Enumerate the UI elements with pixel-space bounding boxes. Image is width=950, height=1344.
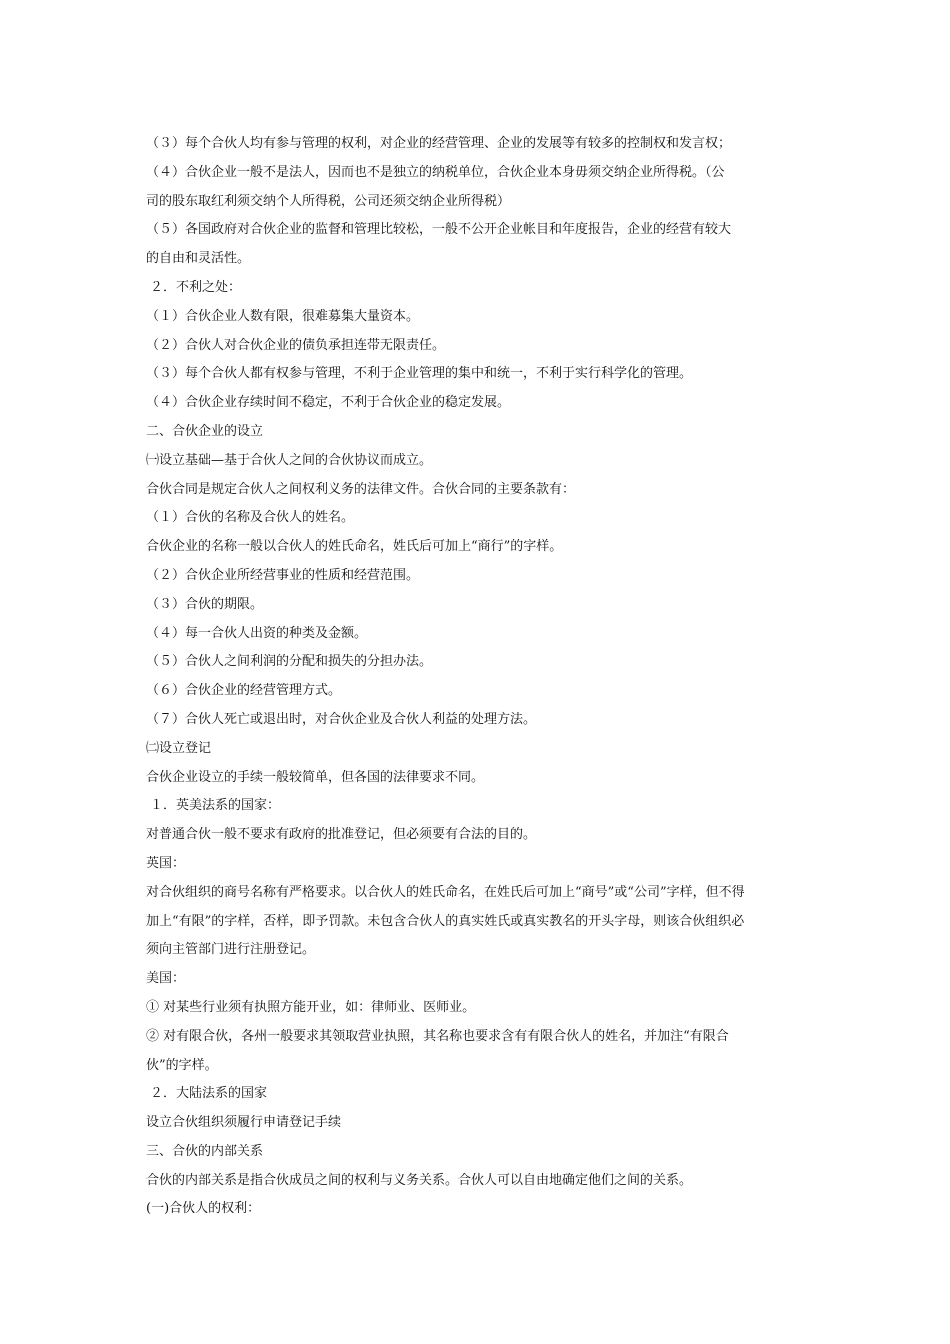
text-line: 司的股东取红利须交纳个人所得税，公司还须交纳企业所得税） — [146, 193, 511, 209]
text-line: （３）每个合伙人均有参与管理的权利，对企业的经营管理、企业的发展等有较多的控制权和发言权； — [146, 136, 732, 151]
text-line: 设立合伙组织须履行申请登记手续 — [146, 1115, 342, 1131]
text-line: （４）每一合伙人出资的种类及金额。 — [146, 625, 368, 641]
section-heading: 三、合伙的内部关系 — [146, 1143, 264, 1159]
text-line: （７）合伙人死亡或退出时，对合伙企业及合伙人利益的处理方法。 — [146, 711, 537, 727]
text-line: 对普通合伙一般不要求有政府的批准登记，但必须要有合法的目的。 — [146, 827, 537, 843]
text-line: ① 对某些行业须有执照方能开业，如：律师业、医师业。 — [146, 999, 476, 1015]
text-line: 合伙的内部关系是指合伙成员之间的权利与义务关系。合伙人可以自由地确定他们之间的关系。 — [146, 1172, 693, 1188]
text-line: 合伙企业的名称一般以合伙人的姓氏命名，姓氏后可加上“商行”的字样。 — [146, 539, 563, 555]
text-line: 合伙合同是规定合伙人之间权利义务的法律文件。合伙合同的主要条款有： — [146, 481, 576, 497]
text-line: 伙”的字样。 — [146, 1057, 218, 1073]
subsection-heading: ㈡设立登记 — [146, 740, 212, 756]
text-line: （５）各国政府对合伙企业的监督和管理比较松，一般不公开企业帐目和年度报告，企业的经营有较大 — [146, 222, 732, 238]
text-line: 须向主管部门进行注册登记。 — [146, 942, 316, 958]
subsection-heading: １．英美法系的国家： — [150, 798, 281, 814]
text-line: （１）合伙的名称及合伙人的姓名。 — [146, 510, 355, 526]
text-line: 英国： — [146, 855, 186, 871]
text-line: （２）合伙人对合伙企业的债负承担连带无限责任。 — [146, 337, 446, 353]
section-heading: 二、合伙企业的设立 — [146, 423, 264, 439]
text-line: ② 对有限合伙，各州一般要求其领取营业执照，其名称也要求含有有限合伙人的姓名，并加注“有限合 — [146, 1028, 729, 1044]
text-line: 对合伙组织的商号名称有严格要求。以合伙人的姓氏命名，在姓氏后可加上“商号”或“公司”字样，但不得 — [146, 884, 745, 900]
subsection-heading: ２．大陆法系的国家 — [150, 1086, 268, 1102]
section-heading: ２．不利之处： — [150, 279, 242, 295]
text-line: （４）合伙企业一般不是法人，因而也不是独立的纳税单位，合伙企业本身毋须交纳企业所得税。（公 — [146, 164, 725, 180]
text-line: （５）合伙人之间利润的分配和损失的分担办法。 — [146, 654, 433, 670]
text-line: 加上“有限”的字样，否样，即予罚款。未包含合伙人的真实姓氏或真实教名的开头字母，则该合伙组织必 — [146, 913, 745, 929]
text-line: （１）合伙企业人数有限，很难募集大量资本。 — [146, 308, 420, 324]
text-line: 合伙企业设立的手续一般较简单，但各国的法律要求不同。 — [146, 769, 485, 785]
text-line: 美国： — [146, 971, 186, 987]
text-line: （４）合伙企业存续时间不稳定，不利于合伙企业的稳定发展。 — [146, 395, 511, 411]
document-page — [146, 130, 808, 1224]
text-line: （３）合伙的期限。 — [146, 596, 264, 612]
text-line: 的自由和灵活性。 — [146, 251, 251, 267]
subsection-heading: ㈠设立基础—基于合伙人之间的合伙协议而成立。 — [146, 452, 433, 468]
subsection-heading: (一)合伙人的权利： — [146, 1201, 261, 1217]
text-line: （２）合伙企业所经营事业的性质和经营范围。 — [146, 567, 420, 583]
text-line: （３）每个合伙人都有权参与管理，不利于企业管理的集中和统一，不利于实行科学化的管理。 — [146, 366, 693, 382]
text-line: （６）合伙企业的经营管理方式。 — [146, 683, 342, 699]
